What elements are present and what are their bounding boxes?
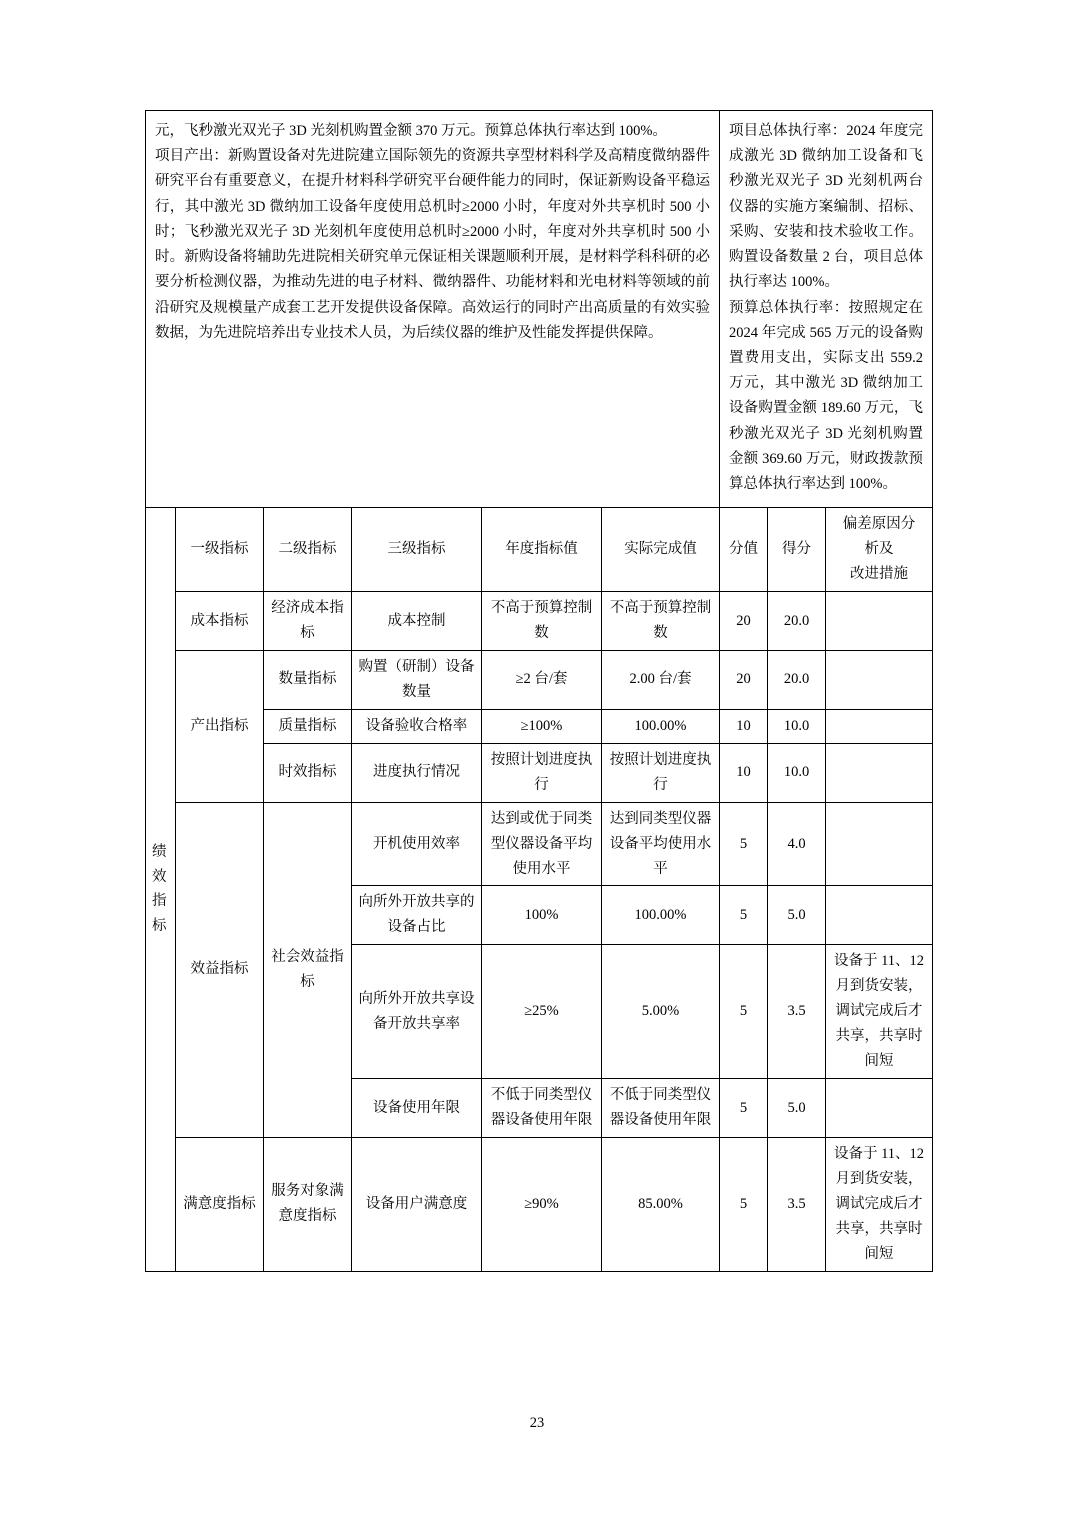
- cell-actual: 不低于同类型仪器设备使用年限: [602, 1079, 720, 1138]
- cell-annual-target: 100%: [482, 886, 602, 945]
- cell-annual-target: 不高于预算控制数: [482, 592, 602, 651]
- cell-level3: 向所外开放共享的设备占比: [352, 886, 482, 945]
- cell-level3: 向所外开放共享设备开放共享率: [352, 945, 482, 1079]
- narrative-left-para-1: 元，飞秒激光双光子 3D 光刻机购置金额 370 万元。预算总体执行率达到 100%。: [155, 123, 667, 139]
- cell-actual: 2.00 台/套: [602, 650, 720, 709]
- cell-score-total: 10: [720, 743, 768, 802]
- table-row: [146, 1137, 933, 1271]
- cell-score-got: 5.0: [768, 1079, 826, 1138]
- cell-annual-target: ≥2 台/套: [482, 650, 602, 709]
- cell-annual-target: 按照计划进度执行: [482, 743, 602, 802]
- header-score-total: 分值: [720, 508, 768, 592]
- header-annual-target: 年度指标值: [482, 508, 602, 592]
- cell-annual-target: ≥25%: [482, 945, 602, 1079]
- cell-deviation: [826, 650, 933, 709]
- side-label-text: 绩效指标: [152, 843, 170, 935]
- header-deviation-line1: 偏差原因分: [842, 516, 916, 533]
- cell-score-total: 5: [720, 1079, 768, 1138]
- narrative-left-cell: [146, 111, 720, 508]
- table-header-row: [146, 508, 933, 592]
- cell-actual: 达到同类型仪器设备平均使用水平: [602, 802, 720, 886]
- cell-annual-target: ≥90%: [482, 1137, 602, 1271]
- cell-score-total: 20: [720, 650, 768, 709]
- page-number: 23: [529, 1415, 545, 1431]
- cell-score-got: 4.0: [768, 802, 826, 886]
- header-level3: 三级指标: [352, 508, 482, 592]
- cell-actual: 5.00%: [602, 945, 720, 1079]
- header-level1: 一级指标: [176, 508, 264, 592]
- header-actual: 实际完成值: [602, 508, 720, 592]
- table-row: [146, 802, 933, 886]
- cell-actual: 100.00%: [602, 886, 720, 945]
- cell-level3: 成本控制: [352, 592, 482, 651]
- cell-level1: 效益指标: [176, 802, 264, 1137]
- cell-level3: 进度执行情况: [352, 743, 482, 802]
- cell-score-total: 20: [720, 592, 768, 651]
- cell-level1: 成本指标: [176, 592, 264, 651]
- cell-deviation: [826, 1079, 933, 1138]
- table-row: [146, 650, 933, 709]
- cell-level3: 设备验收合格率: [352, 709, 482, 743]
- header-deviation: [826, 508, 933, 592]
- table-row: [146, 592, 933, 651]
- side-label-cell: [146, 508, 176, 1271]
- cell-deviation: [826, 743, 933, 802]
- cell-annual-target: ≥100%: [482, 709, 602, 743]
- cell-level2: 经济成本指标: [264, 592, 352, 651]
- cell-actual: 100.00%: [602, 709, 720, 743]
- cell-actual: 85.00%: [602, 1137, 720, 1271]
- cell-score-got: 10.0: [768, 709, 826, 743]
- cell-score-got: 5.0: [768, 886, 826, 945]
- narrative-right-para-1: 项目总体执行率：2024 年度完成激光 3D 微纳加工设备和飞秒激光双光子 3D 光刻机两台仪器的实施方案编制、招标、采购、安装和技术验收工作。购置设备数量 2 台，项目总体执行率达 100%。: [729, 123, 924, 291]
- narrative-right-cell: [720, 111, 933, 508]
- cell-deviation: [826, 886, 933, 945]
- cell-level3: 设备使用年限: [352, 1079, 482, 1138]
- cell-score-got: 20.0: [768, 592, 826, 651]
- cell-deviation: 设备于 11、12 月到货安装，调试完成后才共享，共享时间短: [826, 945, 933, 1079]
- table-row: [146, 743, 933, 802]
- cell-level1: 满意度指标: [176, 1137, 264, 1271]
- cell-score-total: 5: [720, 802, 768, 886]
- cell-level3: 购置（研制）设备数量: [352, 650, 482, 709]
- cell-deviation: [826, 709, 933, 743]
- cell-score-total: 5: [720, 945, 768, 1079]
- cell-actual: 不高于预算控制数: [602, 592, 720, 651]
- cell-score-total: 5: [720, 1137, 768, 1271]
- cell-level3: 设备用户满意度: [352, 1137, 482, 1271]
- header-level2: 二级指标: [264, 508, 352, 592]
- cell-level2: 社会效益指标: [264, 802, 352, 1137]
- cell-level2: 时效指标: [264, 743, 352, 802]
- header-deviation-line3: 改进措施: [850, 566, 909, 583]
- cell-deviation: [826, 592, 933, 651]
- narrative-left-para-2: 项目产出：新购置设备对先进院建立国际领先的资源共享型材料科学及高精度微纳器件研究平台有重要意义，在提升材料科学研究平台硬件能力的同时，保证新购设备平稳运行，其中激光 3D 微纳加工设备年度使用总机时≥2000 小时，年度对外共享机时 500 小时；飞秒激光双光子 3D 光刻机年度使用总机时≥2000 小时，年度对外共享机时 500 小时。新购设备将辅助先进院相关研究单元保证相关课题顺利开展，是材料学科科研的必要分析检测仪器，为推动先进的电子材料、微纳器件、功能材料和光电材料等领域的前沿研究及规模量产成套工艺开发提供设备保障。高效运行的同时产出高质量的有效实验数据，为先进院培养出专业技术人员，为后续仪器的维护及性能发挥提供保障。: [155, 148, 710, 341]
- cell-score-got: 3.5: [768, 945, 826, 1079]
- cell-level2: 质量指标: [264, 709, 352, 743]
- header-score-got: 得分: [768, 508, 826, 592]
- cell-score-got: 3.5: [768, 1137, 826, 1271]
- cell-annual-target: 不低于同类型仪器设备使用年限: [482, 1079, 602, 1138]
- cell-score-total: 5: [720, 886, 768, 945]
- cell-annual-target: 达到或优于同类型仪器设备平均使用水平: [482, 802, 602, 886]
- header-deviation-line2: 析及: [864, 541, 894, 558]
- cell-score-got: 10.0: [768, 743, 826, 802]
- table-row: [146, 709, 933, 743]
- cell-score-got: 20.0: [768, 650, 826, 709]
- narrative-row: [146, 111, 933, 508]
- performance-indicator-table: [145, 110, 933, 1272]
- cell-actual: 按照计划进度执行: [602, 743, 720, 802]
- narrative-right-para-2: 预算总体执行率：按照规定在 2024 年完成 565 万元的设备购置费用支出，实际支出 559.2 万元，其中激光 3D 微纳加工设备购置金额 189.60 万元，飞秒激光双光子 3D 光刻机购置金额 369.60 万元，财政拨款预算总体执行率达到 100%。: [729, 299, 924, 493]
- cell-level3: 开机使用效率: [352, 802, 482, 886]
- cell-deviation: 设备于 11、12 月到货安装，调试完成后才共享，共享时间短: [826, 1137, 933, 1271]
- cell-level2: 服务对象满意度指标: [264, 1137, 352, 1271]
- cell-score-total: 10: [720, 709, 768, 743]
- cell-deviation: [826, 802, 933, 886]
- cell-level2: 数量指标: [264, 650, 352, 709]
- cell-level1: 产出指标: [176, 650, 264, 802]
